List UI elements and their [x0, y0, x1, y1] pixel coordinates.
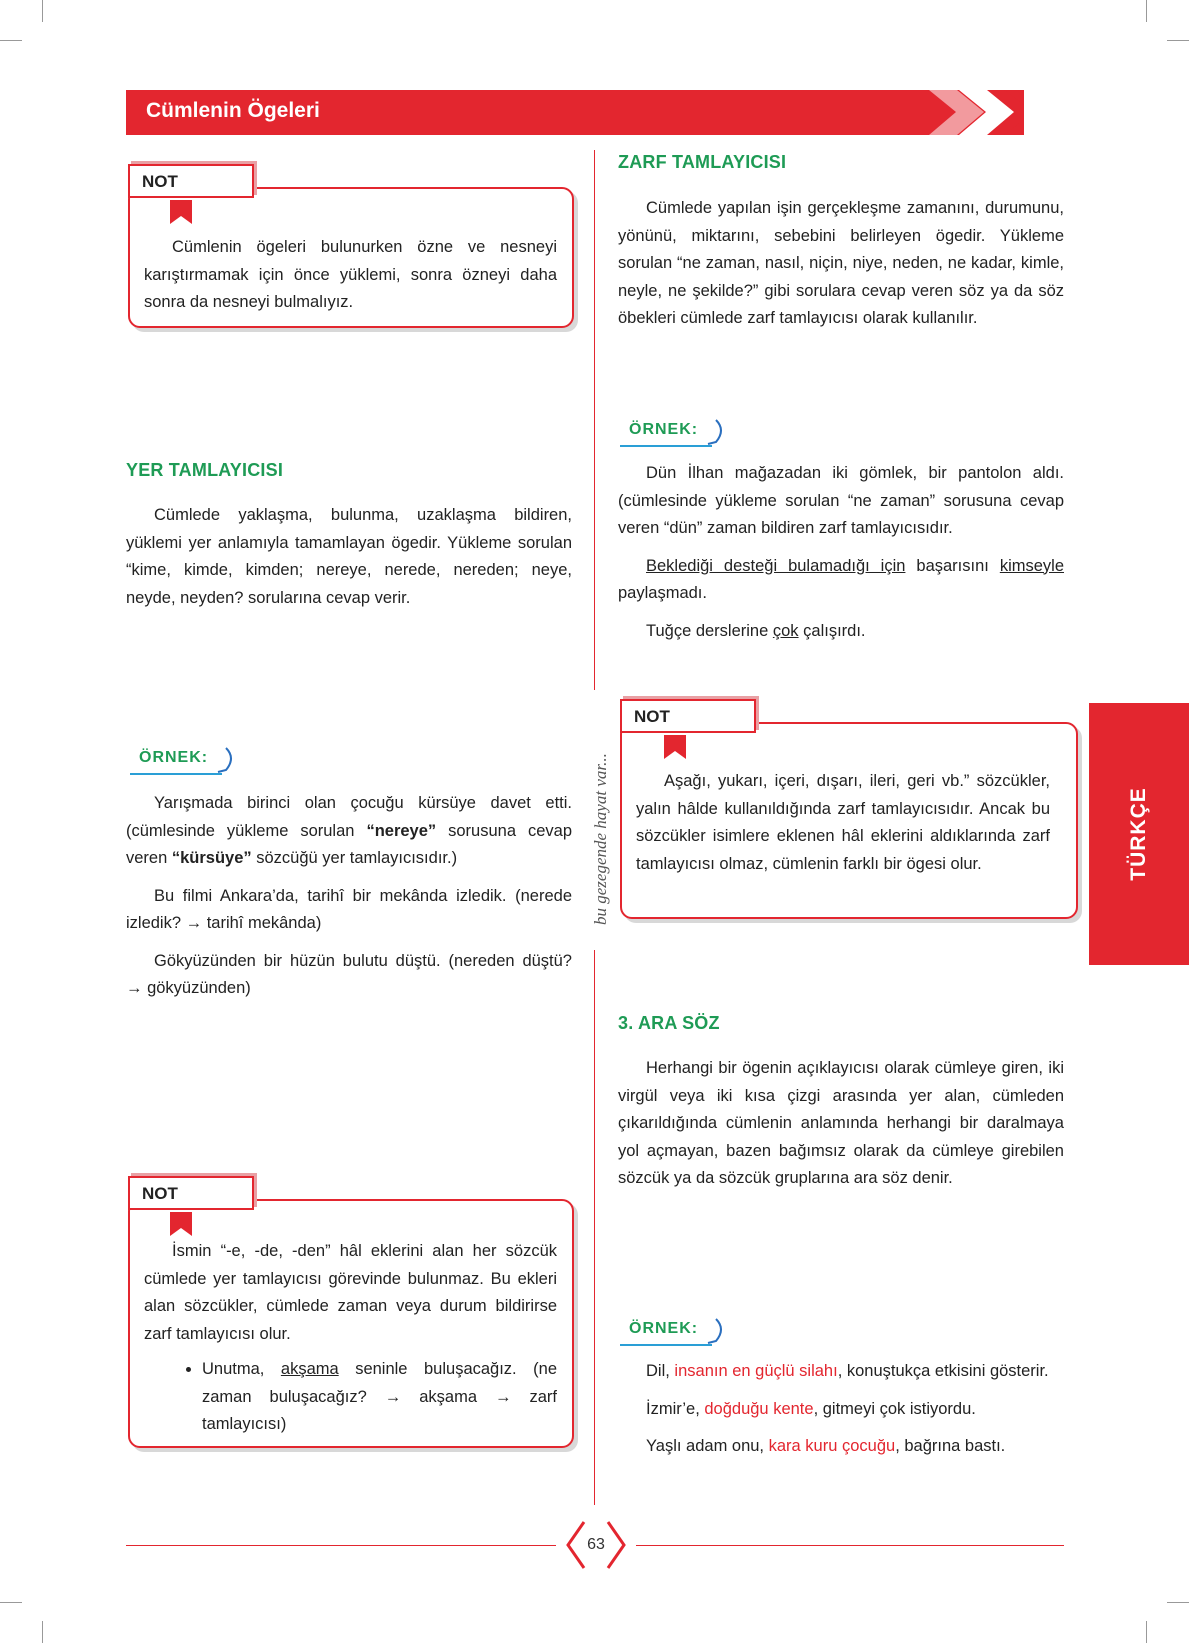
crop-mark: [42, 1621, 43, 1643]
subject-side-tab: [1089, 703, 1189, 965]
crop-mark: [1146, 0, 1147, 22]
note-label-2: NOT: [128, 1176, 254, 1210]
page-number: 63: [587, 1536, 605, 1553]
footer-line-left: [126, 1545, 556, 1546]
ara-soz-paragraph: Herhangi bir ögenin açıklayıcısı olarak cümleye giren, iki virgül veya iki kısa çizgi arasında yer alan, cümleden çıkarıldığında cümlenin anlamında herhangi bir daralmaya yol açmayan, bazen bağımsız olarak da cümleye girebilen sözcük ya da sözcük gruplarına ara söz denir.: [618, 1059, 1064, 1187]
yer-paragraph: Cümlede yaklaşma, bulunma, uzaklaşma bildiren, yüklemi yer anlamıyla tamamlayan ögedir. Yükleme sorulan “kime, kimde, kimden; nereye, nerede, nereden; neye, neyde, neyden? sorularına cevap verir.: [126, 506, 572, 607]
list-item: • Unutma, akşama seninle buluşacağız. (ne zaman buluşacağız? → akşama → zarf tamlayıcısı): [202, 1356, 557, 1439]
heading-yer-tamlayicisi: YER TAMLAYICISI: [126, 460, 284, 480]
section-banner: [126, 90, 1064, 135]
heading-ara-soz: 3. ARA SÖZ: [618, 1013, 720, 1033]
example-label-1: ÖRNEK:: [139, 749, 209, 766]
column-divider: [594, 150, 595, 690]
footer-line-right: [636, 1545, 1064, 1546]
crop-mark: [1167, 1602, 1189, 1603]
example-label-2: ÖRNEK:: [629, 421, 699, 438]
crop-mark: [0, 1602, 22, 1603]
side-tab-label: TÜRKÇE: [1127, 787, 1150, 881]
crop-mark: [1146, 1621, 1147, 1643]
crop-mark: [1167, 40, 1189, 41]
note-label-3: NOT: [620, 699, 756, 733]
crop-mark: [42, 0, 43, 22]
note-text-3: Aşağı, yukarı, içeri, dışarı, ileri, geri vb.” sözcükler, yalın hâlde kullanıldığında zarf tamlayıcısıdır. Ancak bu sözcükler isimlere eklenen hâl eklerini aldıklarında zarf tamlayıcısı olmaz, cümlenin farklı bir ögesi olur.: [636, 772, 1050, 873]
example-bracket-icon: [126, 744, 236, 778]
note-flag-icon: [170, 1212, 192, 1236]
note-label-1: NOT: [128, 164, 254, 198]
note-text-1: Cümlenin ögeleri bulunurken özne ve nesneyi karıştırmamak için önce yüklemi, sonra özneyi daha sonra da nesneyi bulmalıyız.: [144, 238, 557, 311]
note-flag-icon: [170, 200, 192, 224]
example-bracket-icon: [616, 416, 726, 450]
example-1-paragraphs: Yarışmada birinci olan çocuğu kürsüye davet etti. (cümlesinde yükleme sorulan “nereye” sorusuna cevap veren “kürsüye” sözcüğü yer tamlayıcısıdır.) Bu filmi Ankara’da, tarihî bir mekânda izledik. (nerede izledik? → tarihî mekânda) Gökyüzünden bir hüzün bulutu düştü. (nereden düştü? → gökyüzünden): [126, 794, 573, 997]
example-3-paragraphs: Dil, insanın en güçlü silahı, konuştukça etkisini gösterir. İzmir’e, doğduğu kente, gitmeyi çok istiyordu. Yaşlı adam onu, kara kuru çocuğu, bağrına bastı.: [646, 1362, 1049, 1455]
zarf-paragraph: Cümlede yapılan işin gerçekleşme zamanını, durumunu, yönünü, miktarını, sebebini belirleyen ögedir. Yükleme sorulan “ne zaman, nasıl, niçin, niye, neden, ne kadar, kimle, neyle, ne şekilde?” gibi sorulara cevap veren söz ya da söz öbekleri cümlede zarf tamlayıcısı olarak kullanılır.: [618, 199, 1064, 327]
svg-text:bu gezegende hayat var...: bu gezegende hayat var...: [591, 753, 610, 925]
column-divider: [594, 950, 595, 1505]
banner-title: Cümlenin Ögeleri: [146, 99, 320, 122]
example-bracket-icon: [616, 1315, 726, 1349]
double-chevron-icon: [844, 90, 1064, 135]
heading-zarf-tamlayicisi: ZARF TAMLAYICISI: [618, 152, 787, 172]
example-label-3: ÖRNEK:: [629, 1320, 699, 1337]
crop-mark: [0, 40, 22, 41]
note-text-2: İsmin “-e, -de, -den” hâl eklerini alan her sözcük cümlede yer tamlayıcısı görevinde bulunmaz. Bu ekleri alan sözcükler, cümlede zaman veya durum bildirirse zarf tamlayıcısı olur. • Unutma, akşama seninle buluşacağız. (ne zaman buluşacağız? → akşama → zarf tamlayıcısı): [144, 1238, 557, 1439]
note-flag-icon: [664, 735, 686, 759]
example-2-paragraphs: Dün İlhan mağazadan iki gömlek, bir pantolon aldı. (cümlesinde yükleme sorulan “ne zaman” sorusuna cevap veren “dün” zaman bildiren zarf tamlayıcısıdır. Beklediği desteği bulamadığı için başarısını kimseyle paylaşmadı. Tuğçe derslerine çok çalışırdı.: [618, 464, 1064, 640]
note-2-list: [144, 1356, 557, 1439]
